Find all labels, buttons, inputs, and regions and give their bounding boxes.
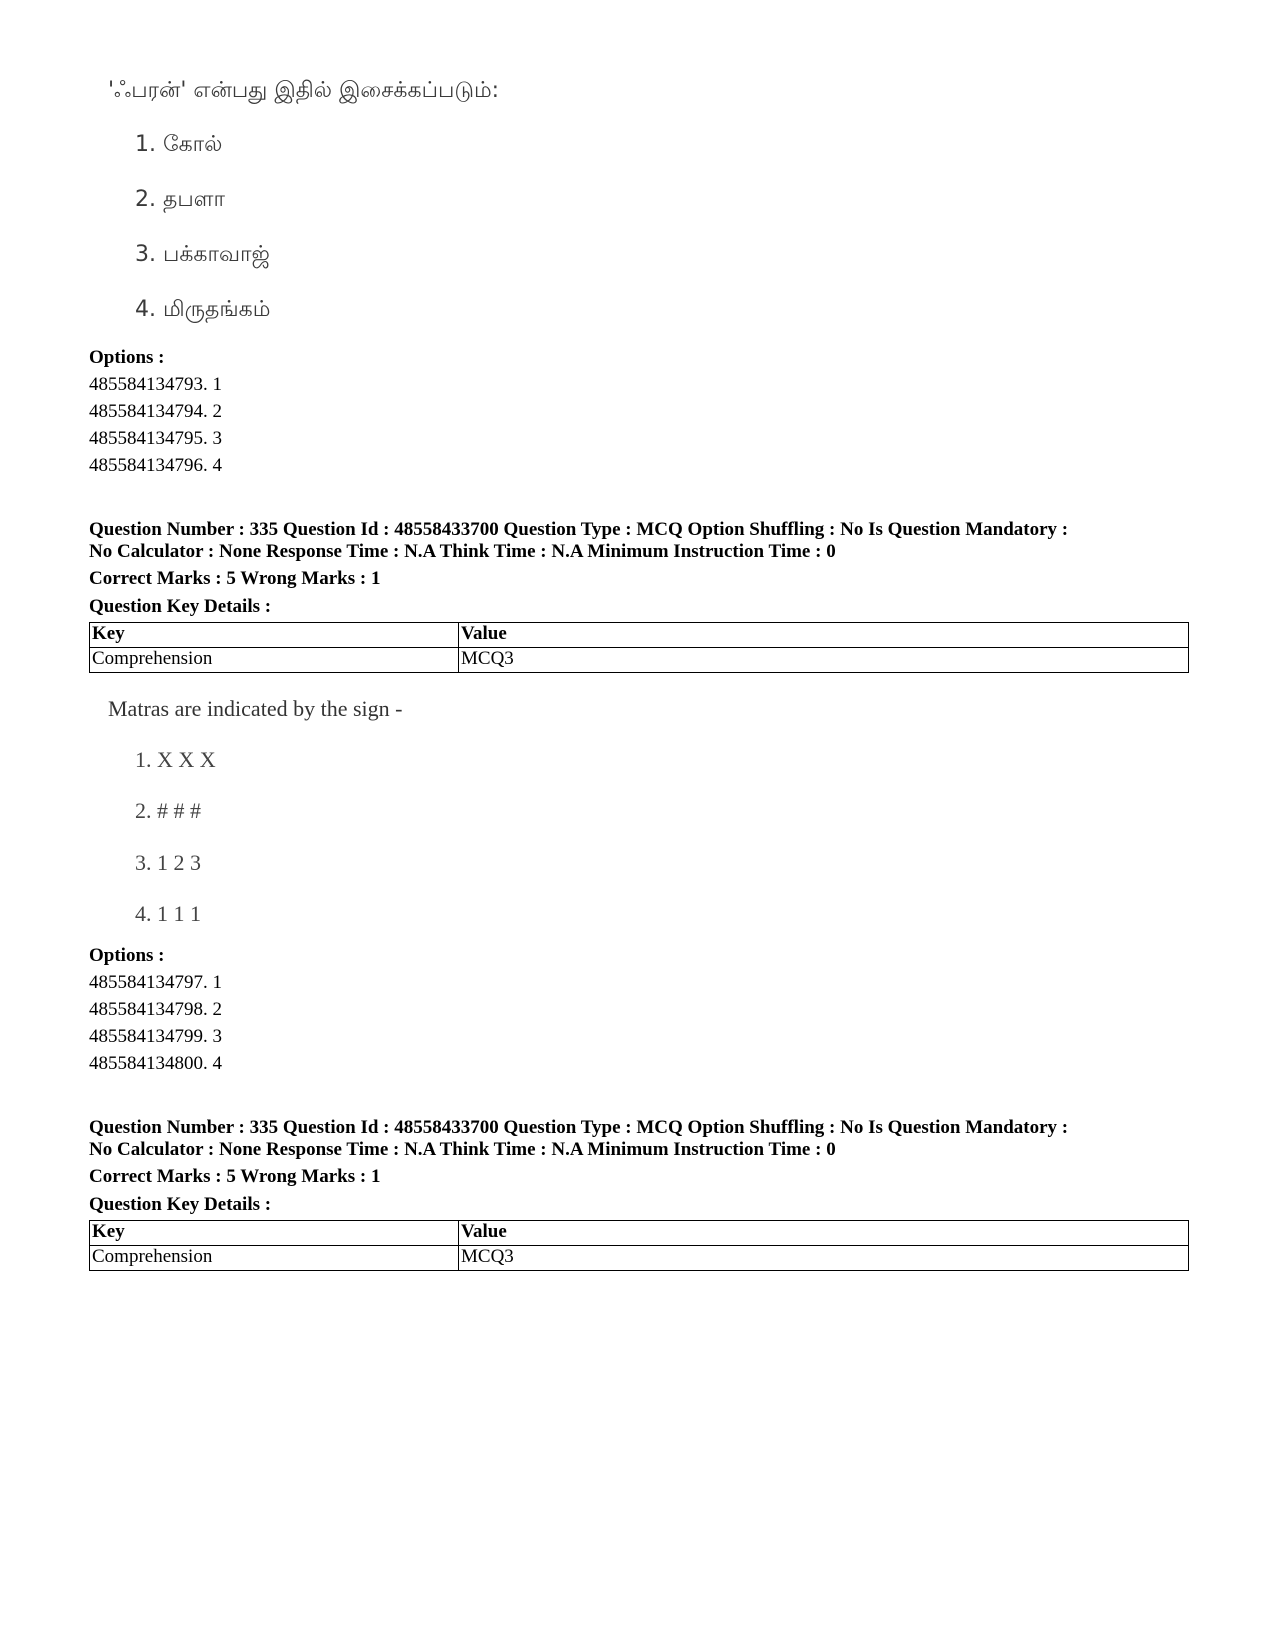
choice-3: 3. 1 2 3	[135, 850, 201, 875]
option-3: 485584134795. 3	[89, 428, 222, 449]
table-cell-value: MCQ3	[459, 1246, 1189, 1271]
option-4: 485584134796. 4	[89, 455, 222, 476]
key-details-table	[89, 622, 1189, 673]
key-details-table	[89, 1220, 1189, 1271]
table-header-row	[90, 1221, 1189, 1246]
option-2: 485584134794. 2	[89, 401, 222, 422]
table-header-key: Key	[90, 623, 459, 648]
choice-3: 3. பக்காவாஜ்	[135, 242, 270, 267]
option-3: 485584134799. 3	[89, 1026, 222, 1047]
choice-1: 1. X X X	[135, 747, 216, 772]
table-cell-key: Comprehension	[90, 1246, 459, 1271]
question-text-tamil: 'ஃபரன்' என்பது இதில் இசைக்கப்படும்:	[108, 78, 500, 103]
choice-1: 1. கோல்	[135, 132, 223, 157]
table-row	[90, 1246, 1189, 1271]
option-1: 485584134797. 1	[89, 972, 222, 993]
key-details-label: Question Key Details :	[89, 1194, 272, 1215]
options-label: Options :	[89, 945, 165, 966]
option-1: 485584134793. 1	[89, 374, 222, 395]
options-label: Options :	[89, 347, 165, 368]
question-meta-line2: No Calculator : None Response Time : N.A Think Time : N.A Minimum Instruction Time : 0	[89, 541, 836, 562]
choice-4: 4. 1 1 1	[135, 901, 201, 926]
table-header-value: Value	[459, 1221, 1189, 1246]
key-details-label: Question Key Details :	[89, 596, 272, 617]
table-cell-key: Comprehension	[90, 648, 459, 673]
question-meta-line1: Question Number : 335 Question Id : 48558433700 Question Type : MCQ Option Shuffling : No Is Question Mandatory :	[89, 519, 1069, 540]
option-2: 485584134798. 2	[89, 999, 222, 1020]
table-cell-value: MCQ3	[459, 648, 1189, 673]
marks-line: Correct Marks : 5 Wrong Marks : 1	[89, 568, 381, 589]
option-4: 485584134800. 4	[89, 1053, 222, 1074]
question-text-english: Matras are indicated by the sign -	[108, 696, 403, 721]
choice-2: 2. தபளா	[135, 187, 226, 212]
table-header-value: Value	[459, 623, 1189, 648]
question-meta-line2: No Calculator : None Response Time : N.A Think Time : N.A Minimum Instruction Time : 0	[89, 1139, 836, 1160]
choice-2: 2. # # #	[135, 798, 201, 823]
table-header-key: Key	[90, 1221, 459, 1246]
table-row	[90, 648, 1189, 673]
question-meta-line1: Question Number : 335 Question Id : 48558433700 Question Type : MCQ Option Shuffling : No Is Question Mandatory :	[89, 1117, 1069, 1138]
marks-line: Correct Marks : 5 Wrong Marks : 1	[89, 1166, 381, 1187]
table-header-row	[90, 623, 1189, 648]
choice-4: 4. மிருதங்கம்	[135, 297, 271, 322]
